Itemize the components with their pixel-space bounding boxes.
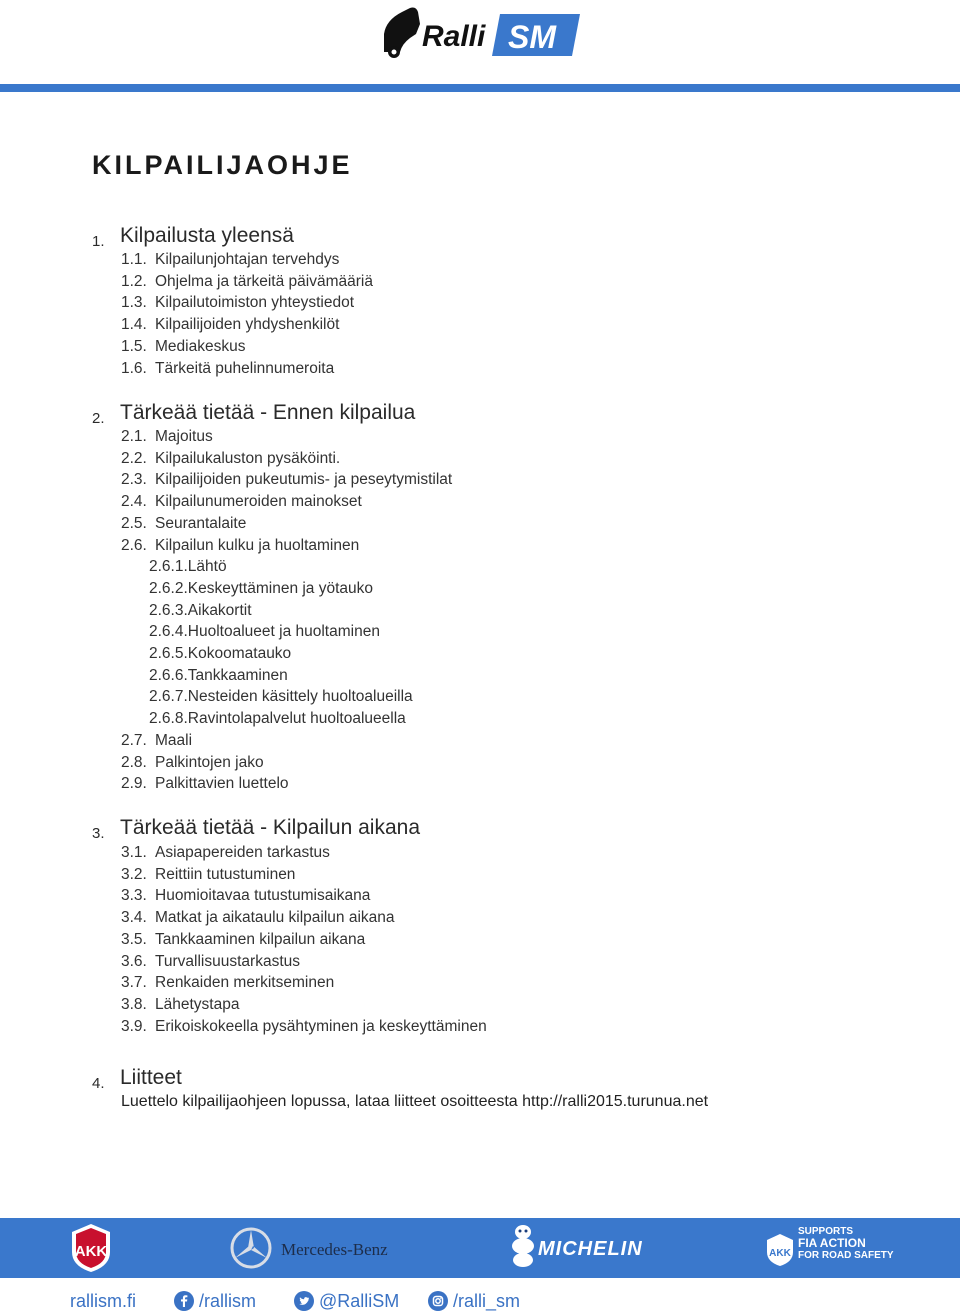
- toc-subsection: [121, 514, 246, 534]
- toc-subsection: [121, 774, 289, 794]
- toc-subsection: [121, 865, 295, 885]
- toc-subsection: [121, 886, 370, 906]
- road-safety-line2: FIA ACTION: [798, 1236, 866, 1250]
- toc-subsubsection: [149, 601, 252, 621]
- toc-subsection: [121, 470, 452, 490]
- mercedes-star-icon: [229, 1222, 273, 1274]
- toc-subsection: [121, 250, 339, 270]
- item-number: 3.5.: [121, 930, 147, 948]
- item-title: Tankkaaminen kilpailun aikana: [155, 930, 366, 948]
- toc-subsection: [121, 1017, 487, 1037]
- akk-small-logo-icon: [764, 1222, 796, 1274]
- twitter-label: @RalliSM: [319, 1290, 400, 1311]
- item-number: 3.6.: [121, 952, 147, 970]
- item-title: Kilpailijoiden yhdyshenkilöt: [155, 316, 340, 334]
- facebook-link[interactable]: [174, 1290, 256, 1312]
- item-number: 1.2.: [121, 272, 147, 290]
- toc-subsection: [121, 995, 239, 1015]
- item-number: 2.7.: [121, 731, 147, 749]
- item-title: Palkittavien luettelo: [155, 775, 289, 793]
- toc-subsection: [121, 272, 373, 292]
- toc-subsubsection: [149, 579, 373, 599]
- item-number: 2.5.: [121, 514, 147, 532]
- instagram-link[interactable]: [428, 1290, 520, 1312]
- toc-subsection: [121, 731, 192, 751]
- toc-subsection: [121, 908, 395, 928]
- item-title: Matkat ja aikataulu kilpailun aikana: [155, 909, 395, 927]
- item-title: Lähtö: [187, 558, 227, 576]
- item-title: Kilpailukaluston pysäköinti.: [155, 449, 341, 467]
- item-title: Kilpailun kulku ja huoltaminen: [155, 536, 360, 554]
- michelin-wordmark: MICHELIN: [538, 1238, 643, 1260]
- item-title: Aikakortit: [187, 601, 252, 619]
- item-title: Tärkeitä puhelinnumeroita: [155, 359, 335, 377]
- logo-sm-text: SM: [508, 19, 556, 55]
- section-number: 4.: [92, 1075, 105, 1092]
- item-title: Tankkaaminen: [187, 666, 288, 684]
- item-number: 1.1.: [121, 251, 147, 268]
- twitter-link[interactable]: [294, 1290, 399, 1312]
- item-number: 3.1.: [121, 844, 147, 861]
- toc-subsection: [121, 973, 334, 993]
- item-number: 2.6.6.: [149, 666, 188, 684]
- item-number: 3.9.: [121, 1017, 147, 1035]
- item-title: Keskeyttäminen ja yötauko: [187, 579, 374, 597]
- road-safety-badge: [798, 1226, 894, 1261]
- facebook-icon: [174, 1291, 194, 1311]
- item-number: 3.3.: [121, 887, 147, 905]
- item-title: Kilpailunumeroiden mainokset: [155, 493, 362, 511]
- road-safety-line3: FOR ROAD SAFETY: [798, 1250, 894, 1261]
- item-number: 1.5.: [121, 337, 147, 355]
- page-header: [0, 0, 960, 96]
- road-safety-line1: SUPPORTS: [798, 1226, 854, 1237]
- document-title: KILPAILIJAOHJE: [92, 150, 353, 180]
- section-number: 3.: [92, 825, 105, 842]
- toc-subsection: [121, 293, 354, 313]
- item-number: 2.6.7.: [149, 688, 188, 706]
- section-title: Liitteet: [120, 1066, 182, 1089]
- toc-subsubsection: [149, 644, 291, 664]
- section-title: Tärkeää tietää - Ennen kilpailua: [120, 401, 416, 424]
- item-number: 2.2.: [121, 449, 147, 467]
- item-number: 1.6.: [121, 359, 147, 377]
- item-number: 2.6.3.: [149, 601, 188, 619]
- item-title: Asiapapereiden tarkastus: [155, 844, 330, 861]
- item-title: Majoitus: [155, 428, 213, 445]
- toc-subsubsection: [149, 687, 413, 707]
- website-label: rallism.fi: [70, 1290, 136, 1311]
- toc-subsection: [121, 449, 340, 469]
- toc-subsection: [121, 952, 300, 972]
- attachments-note: Luettelo kilpailijaohjeen lopussa, lataa liitteet osoitteesta http://ralli2015.turunua.net: [121, 1093, 709, 1110]
- item-title: Seurantalaite: [155, 514, 247, 532]
- toc-subsubsection: [149, 557, 227, 577]
- mercedes-benz-wordmark: Mercedes-Benz: [281, 1240, 388, 1259]
- item-title: Kilpailunjohtajan tervehdys: [155, 251, 340, 268]
- toc-subsection: [121, 359, 334, 379]
- item-title: Turvallisuustarkastus: [155, 952, 301, 970]
- toc-subsection: [121, 536, 359, 556]
- item-title: Kilpailijoiden pukeutumis- ja peseytymistilat: [155, 471, 453, 489]
- toc-subsection: [121, 753, 264, 773]
- section-title: Tärkeää tietää - Kilpailun aikana: [120, 816, 421, 839]
- item-number: 2.1.: [121, 428, 147, 445]
- item-number: 2.3.: [121, 471, 147, 489]
- item-number: 3.8.: [121, 995, 147, 1013]
- item-number: 2.6.8.: [149, 710, 188, 728]
- svg-text:AKK: AKK: [769, 1248, 791, 1259]
- toc-subsection: [121, 315, 339, 335]
- item-title: Ohjelma ja tärkeitä päivämääriä: [155, 272, 373, 290]
- item-title: Kilpailutoimiston yhteystiedot: [155, 294, 355, 312]
- toc-subsection: [121, 843, 330, 863]
- toc-subsection: [121, 492, 362, 512]
- item-number: 2.8.: [121, 753, 147, 771]
- item-number: 2.6.2.: [149, 579, 188, 597]
- toc-subsection: [121, 930, 365, 950]
- toc-subsubsection: [149, 666, 288, 686]
- toc-subsubsection: [149, 709, 406, 729]
- item-title: Reittiin tutustuminen: [155, 865, 296, 883]
- section-number: 2.: [92, 410, 105, 427]
- item-title: Nesteiden käsittely huoltoalueilla: [187, 688, 413, 706]
- website-link[interactable]: [70, 1290, 136, 1312]
- logo-ralli-text: Ralli: [422, 20, 486, 53]
- item-title: Erikoiskokeella pysähtyminen ja keskeyttäminen: [155, 1017, 487, 1035]
- item-title: Ravintolapalvelut huoltoalueella: [187, 710, 406, 728]
- item-number: 3.2.: [121, 865, 147, 883]
- item-number: 3.7.: [121, 974, 147, 992]
- item-number: 2.6.1.: [149, 558, 188, 576]
- toc-subsubsection: [149, 622, 380, 642]
- ralli-sm-logo: [380, 4, 582, 60]
- section-title: Kilpailusta yleensä: [120, 224, 294, 247]
- svg-text:AKK: AKK: [74, 1243, 108, 1260]
- item-number: 2.6.5.: [149, 645, 188, 662]
- instagram-icon: [428, 1291, 448, 1311]
- item-title: Maali: [155, 731, 193, 749]
- item-number: 1.3.: [121, 294, 147, 312]
- item-title: Mediakeskus: [155, 337, 246, 355]
- item-title: Kokoomatauko: [187, 645, 292, 662]
- toc-subsection: [121, 337, 245, 357]
- instagram-label: /ralli_sm: [453, 1290, 521, 1311]
- facebook-label: /rallism: [199, 1290, 256, 1311]
- item-title: Huoltoalueet ja huoltaminen: [187, 623, 380, 641]
- michelin-man-icon: [508, 1222, 538, 1274]
- header-rule: [0, 84, 960, 92]
- item-number: 2.6.: [121, 536, 147, 554]
- akk-logo-icon: [68, 1222, 114, 1274]
- twitter-icon: [294, 1291, 314, 1311]
- item-number: 3.4.: [121, 909, 147, 927]
- item-title: Renkaiden merkitseminen: [155, 974, 335, 992]
- item-title: Palkintojen jako: [155, 753, 264, 771]
- item-title: Huomioitavaa tutustumisaikana: [155, 887, 371, 905]
- item-number: 1.4.: [121, 316, 147, 334]
- toc-subsection: [121, 427, 213, 447]
- item-number: 2.4.: [121, 493, 147, 511]
- item-number: 2.9.: [121, 775, 147, 793]
- section-number: 1.: [92, 233, 105, 250]
- item-title: Lähetystapa: [155, 995, 240, 1013]
- item-number: 2.6.4.: [149, 623, 188, 641]
